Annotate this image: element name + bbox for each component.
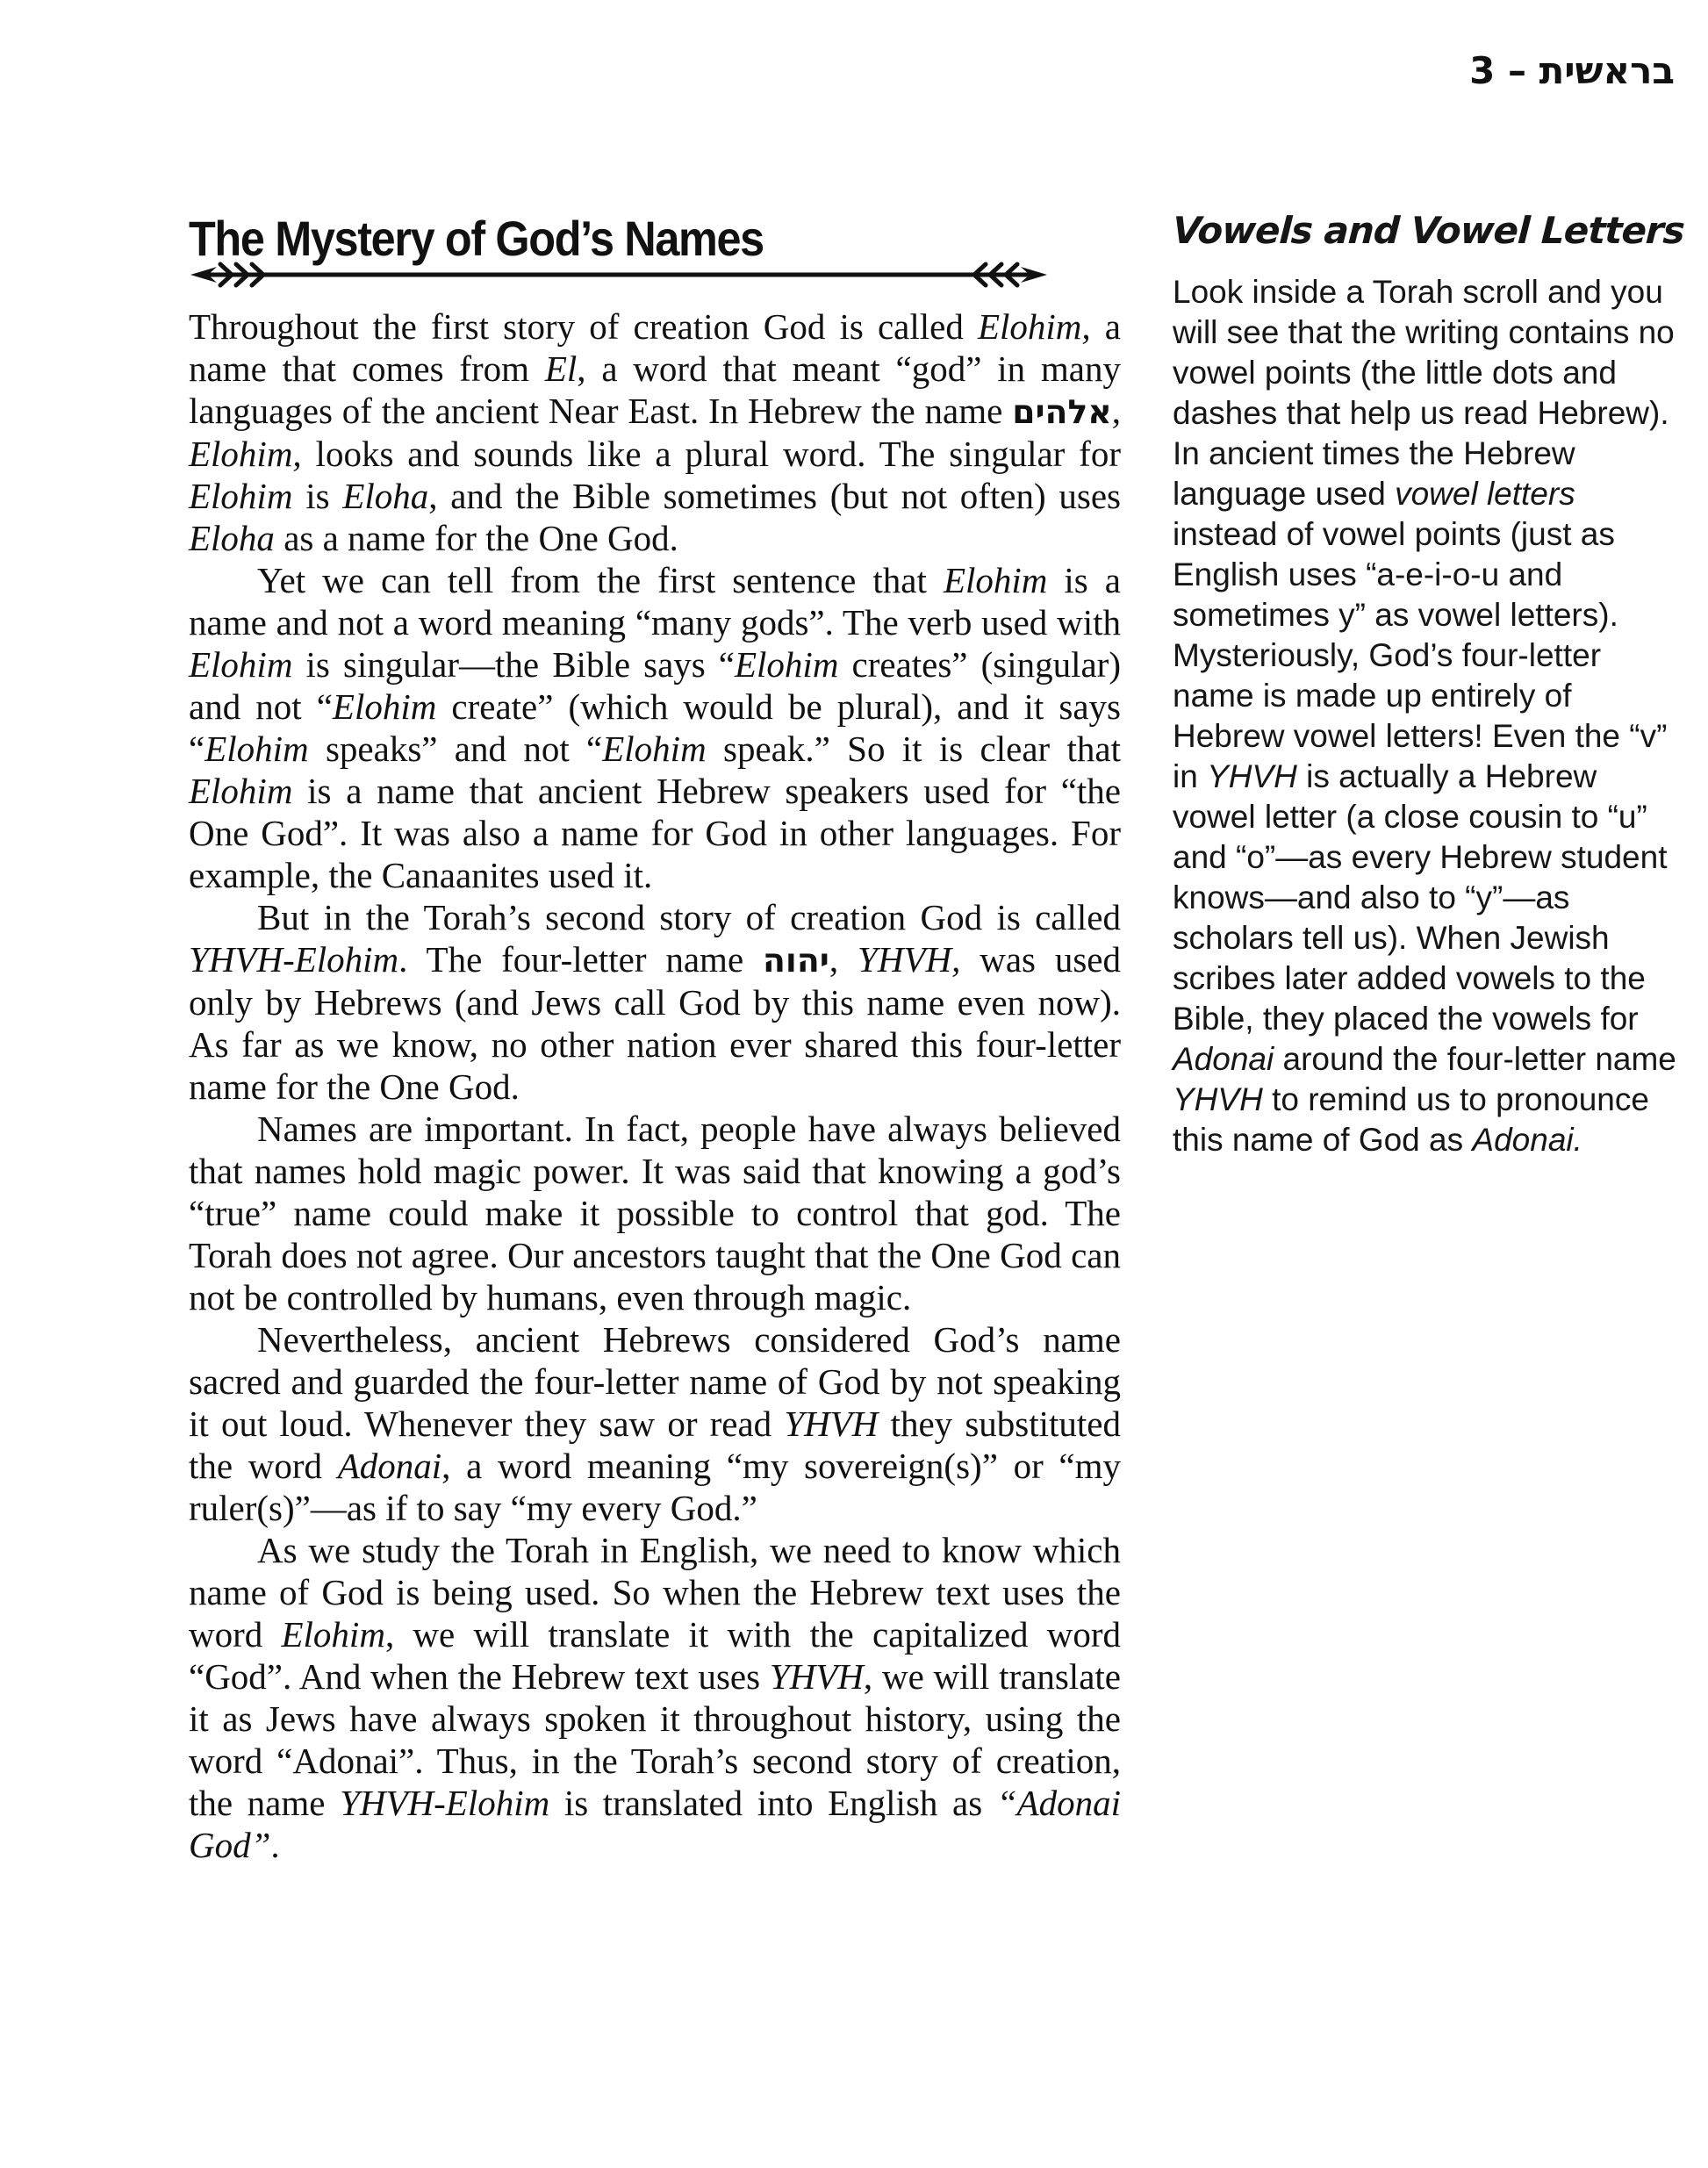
text-run: was used only by Hebrews (and Jews call God by this name even now). As far as we know, no other nation ever shared this four-letter name for the One God. — [189, 939, 1122, 1107]
text-run: , — [829, 939, 858, 980]
emphasized-text: Elohim — [281, 1614, 385, 1655]
paragraph — [189, 559, 1121, 896]
emphasized-text: vowel letters — [1395, 476, 1575, 513]
text-run: Look inside a Torah scroll and you will see that the writing contains no vowel points (the little dots and dashes that help us read Hebrew). In ancient times the Hebrew language used — [1173, 274, 1675, 513]
emphasized-text: Adonai. — [1472, 1122, 1582, 1159]
emphasized-text: Elohim — [189, 771, 293, 811]
emphasized-text: Elohim — [735, 644, 839, 685]
text-run: they substituted the word — [189, 1403, 1121, 1486]
emphasized-text: “Adonai God” — [189, 1783, 1121, 1865]
page-number-header: בראשית – 3 — [1469, 49, 1675, 92]
text-run: instead of vowel points (just as English uses “a-e-i-o-u and sometimes y” as vowel letters). Mysteriously, God’s four-letter name is made up entirely of Hebrew vowel letters! Even the “v” in — [1173, 516, 1668, 795]
main-column — [189, 211, 1122, 1866]
emphasized-text: Eloha — [342, 476, 429, 516]
text-run: . — [270, 1825, 280, 1865]
paragraph — [189, 1108, 1121, 1318]
emphasized-text: Elohim, — [977, 306, 1091, 347]
text-run: . The four-letter name — [398, 939, 764, 980]
emphasized-text: YHVH, — [858, 939, 961, 980]
emphasized-text: YHVH-Elohim — [189, 939, 399, 980]
text-run: , — [1111, 391, 1121, 431]
emphasized-text: Elohim — [189, 476, 293, 516]
paragraph — [1173, 272, 1680, 1160]
text-run: create” (which would be plural), and it says “ — [189, 686, 1121, 769]
sidebar-title: Vowels and Vowel Letters — [1171, 209, 1686, 252]
hebrew-word: יהוה — [763, 941, 829, 980]
text-run: looks and sounds like a plural word. The singular for — [301, 434, 1121, 474]
text-run: , a word that meant “god” in many languages of the ancient Near East. In Hebrew the name — [189, 348, 1121, 431]
sidebar — [1171, 209, 1686, 1160]
text-run: Yet we can tell from the first sentence that — [257, 560, 944, 600]
paragraph — [189, 1318, 1121, 1529]
text-run: , and the Bible sometimes (but not often) uses — [428, 476, 1121, 516]
hebrew-word: אלהים — [1012, 392, 1112, 431]
text-run: speaks” and not “ — [308, 729, 603, 769]
text-run: , we will translate it as Jews have always spoken it throughout history, using the word “Adonai”. Thus, in the Torah’s second story of creation, the name — [189, 1656, 1121, 1823]
paragraph — [189, 896, 1121, 1108]
text-run: is a name and not a word meaning “many gods”. The verb used with — [189, 560, 1121, 643]
article-body — [189, 305, 1121, 1866]
paragraph — [189, 1529, 1121, 1866]
emphasized-text: Eloha — [189, 518, 275, 558]
emphasized-text: YHVH — [784, 1403, 879, 1444]
text-run: a name that comes from — [189, 306, 1121, 389]
paragraph — [189, 305, 1121, 559]
emphasized-text: YHVH-Elohim — [340, 1783, 550, 1823]
text-run: to remind us to pronounce this name of God as — [1173, 1081, 1649, 1159]
text-run: Throughout the first story of creation God is called — [189, 306, 978, 347]
emphasized-text: Elohim — [189, 644, 293, 685]
emphasized-text: YHVH — [1173, 1081, 1263, 1118]
emphasized-text: Elohim — [602, 729, 707, 769]
text-run: speak.” So it is clear that — [706, 729, 1121, 769]
text-run: , we will translate it with the capitalized word “God”. And when the Hebrew text uses — [189, 1614, 1122, 1697]
page-title: The Mystery of God’s Names — [189, 211, 764, 266]
emphasized-text: Elohim, — [189, 434, 302, 474]
text-run: Nevertheless, ancient Hebrews considered God’s name sacred and guarded the four-letter name of God by not speaking it out loud. Whenever they saw or read — [189, 1319, 1121, 1444]
text-run: is a name that ancient Hebrew speakers used for “the One God”. It was also a name for God in other languages. For example, the Canaanites used it. — [189, 771, 1121, 895]
emphasized-text: El — [544, 348, 578, 389]
emphasized-text: Elohim — [943, 560, 1048, 600]
emphasized-text: Elohim — [205, 729, 309, 769]
emphasized-text: YHVH — [1207, 758, 1297, 795]
text-run: is translated into English as — [549, 1783, 997, 1823]
text-run: around the four-letter name — [1274, 1041, 1676, 1078]
text-run: , a word meaning “my sovereign(s)” or “my ruler(s)”—as if to say “my every God.” — [189, 1446, 1121, 1528]
text-run: is actually a Hebrew vowel letter (a close cousin to “u” and “o”—as every Hebrew student knows—and also to “y”—as scholars tell us). When Jewish scribes later added vowels to the Bible, they placed the vowels for — [1173, 758, 1668, 1037]
emphasized-text: YHVH — [769, 1656, 864, 1697]
emphasized-text: Adonai — [337, 1446, 442, 1486]
text-run: creates” (singular) and not “ — [189, 644, 1121, 727]
text-run: is singular—the Bible says “ — [292, 644, 735, 685]
text-run: But in the Torah’s second story of creation God is called — [257, 897, 1121, 937]
text-run: Names are important. In fact, people have always believed that names hold magic power. It was said that knowing a god’s “true” name could make it possible to control that god. The Torah does not agree. Our ancestors taught that the One God can not be controlled by humans, even through magic. — [189, 1109, 1121, 1317]
text-run: is — [292, 476, 343, 516]
text-run: as a name for the One God. — [274, 518, 678, 558]
text-run: As we study the Torah in English, we need to know which name of God is being used. So when the Hebrew text uses the word — [189, 1530, 1121, 1655]
emphasized-text: Elohim — [332, 686, 437, 727]
sidebar-body — [1173, 272, 1680, 1160]
emphasized-text: Adonai — [1173, 1041, 1274, 1078]
